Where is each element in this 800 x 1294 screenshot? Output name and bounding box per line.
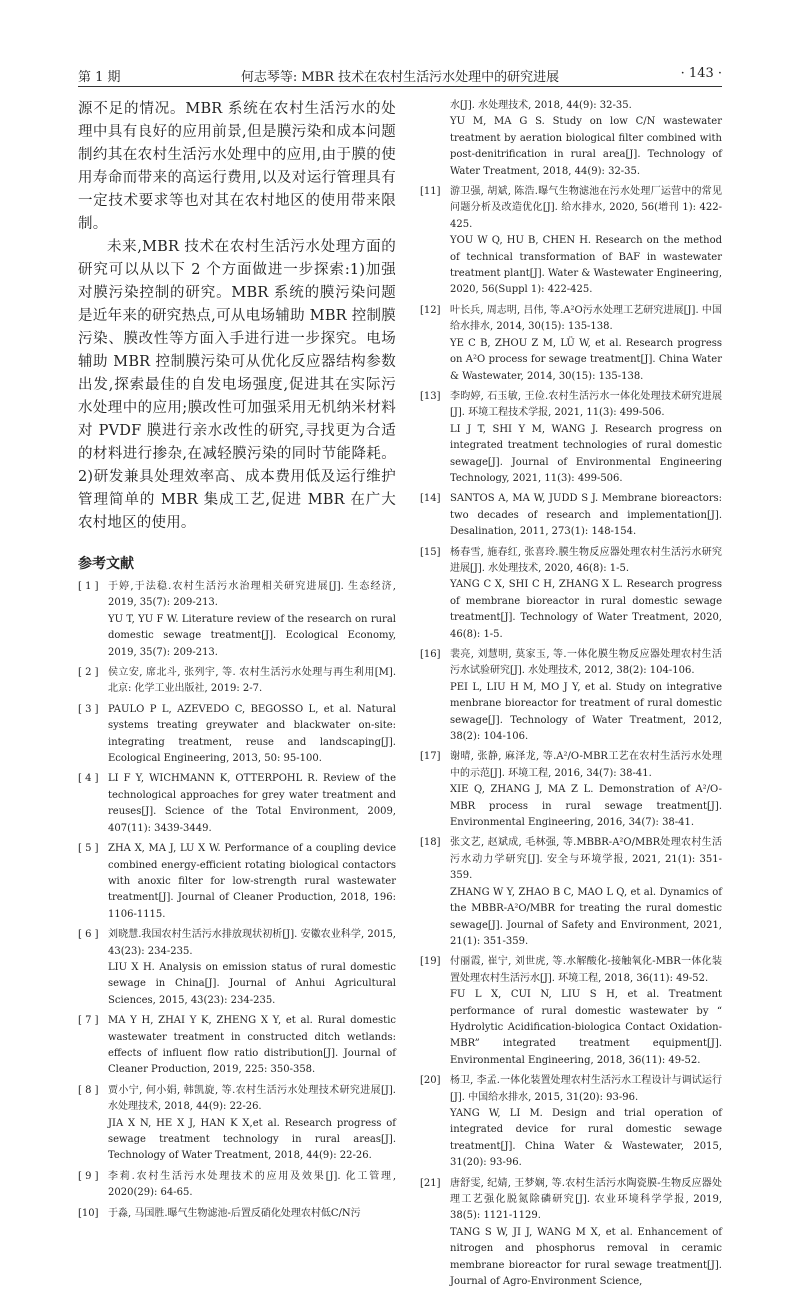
reference-line: 于婷,于法稳.农村生活污水治理相关研究进展[J]. 生态经济, 2019, 35(7): 209-213.: [108, 581, 396, 609]
reference-number: [ 8 ]: [78, 1084, 99, 1096]
reference-text: [108, 927, 396, 1009]
reference-number: [ 1 ]: [78, 581, 99, 592]
reference-text: [450, 98, 722, 180]
reference-number: [ 2 ]: [78, 667, 99, 679]
reference-line: 李莉.农村生活污水处理技术的应用及效果[J]. 化工管理, 2020(29): 64-65.: [108, 1170, 396, 1199]
reference-number: [ 3 ]: [78, 703, 99, 715]
reference-line: FU L X, CUI N, LIU S H, et al. Treatment performance of rural domestic wastewater by “ Hydrolytic Acidification-biologica Contact Oxidation-MBR” integrated treatment equipment[J]. Environmental Engineering, 2018, 36(11): 49-52.: [450, 989, 722, 1066]
reference-entry: [78, 1013, 396, 1079]
reference-line: 于淼, 马国胜.曝气生物滤池-后置反硝化处理农村低C/N污: [108, 1207, 361, 1219]
reference-line: LI J T, SHI Y M, WANG J. Research progress on integrated treatment technologies of rural domestic sewage[J]. Journal of Environmental Engineering Technology, 2021, 11(3): 499-506.: [450, 423, 722, 484]
reference-line: JIA X N, HE X J, HAN K X,et al. Research progress of sewage treatment technology in rural areas[J]. Technology of Water Treatment, 2018, 44(9): 22-26.: [108, 1117, 396, 1162]
reference-text: [108, 702, 396, 768]
reference-number: [20]: [420, 1075, 441, 1087]
reference-number: [ 5 ]: [78, 843, 99, 855]
reference-number: [13]: [420, 390, 441, 402]
reference-line: 裴亮, 刘慧明, 莫家玉, 等.一体化膜生物反应器处理农村生活污水试验研究[J]. 水处理技术, 2012, 38(2): 104-106.: [450, 649, 722, 677]
reference-line: YU T, YU F W. Literature review of the research on rural domestic sewage treatment[J]. Ecological Economy, 2019, 35(7): 209-213.: [108, 613, 396, 658]
reference-number: [420, 98, 450, 180]
reference-line: YE C B, ZHOU Z M, LÜ W, et al. Research progress on A²O process for sewage treatment[J]. China Water & Wastewater, 2014, 30(15): 135-138.: [450, 337, 722, 382]
reference-list-right: [420, 98, 722, 1290]
reference-entry: [420, 1073, 722, 1171]
issue-label: 第 1 期: [78, 70, 121, 85]
reference-line: 刘晓慧.我国农村生活污水排放现状初析[J]. 安徽农业科学, 2015, 43(23): 234-235.: [108, 929, 396, 957]
reference-line: YOU W Q, HU B, CHEN H. Research on the method of technical transformation of BAF in wastewater treatment plant[J]. Water & Wastewater Engineering, 2020, 56(Suppl 1): 422-425.: [450, 235, 722, 296]
reference-line: 叶长兵, 周志明, 吕伟, 等.A²O污水处理工艺研究进展[J]. 中国给水排水, 2014, 30(15): 135-138.: [450, 304, 722, 333]
reference-line: YANG C X, SHI C H, ZHANG X L. Research progress of membrane bioreactor in rural domestic sewage treatment[J]. Technology of Water Treatment, 2020, 46(8): 1-5.: [450, 579, 722, 640]
running-title: 何志琴等: MBR 技术在农村生活污水处理中的研究进展: [240, 70, 560, 85]
reference-text: [108, 841, 396, 923]
reference-text: [450, 491, 722, 540]
reference-number: [17]: [420, 751, 441, 763]
reference-entry: [78, 702, 396, 768]
running-header: [78, 60, 722, 87]
reference-line: LI F Y, WICHMANN K, OTTERPOHL R. Review of the technological approaches for grey water treatment and reuses[J]. Science of the Total Environment, 2009, 407(11): 3439-3449.: [108, 773, 396, 834]
reference-text: [108, 1206, 396, 1222]
reference-text: [450, 835, 722, 950]
reference-line: 贾小宁, 何小娟, 韩凯旋, 等.农村生活污水处理技术研究进展[J]. 水处理技术, 2018, 44(9): 22-26.: [108, 1084, 396, 1113]
reference-line: ZHA X, MA J, LU X W. Performance of a coupling device combined energy-efficient rotating biological contactors with anoxic filter for low-strength rural wastewater treatment[J]. Journal of Cleaner Production, 2018, 196: 1106-1115.: [108, 843, 396, 920]
references-heading: 参考文献: [78, 556, 134, 572]
reference-number: [ 9 ]: [78, 1170, 99, 1182]
reference-line: 付丽霞, 崔宁, 刘世虎, 等.水解酸化-接触氧化-MBR一体化装置处理农村生活污水[J]. 环境工程, 2018, 36(11): 49-52.: [450, 956, 722, 984]
reference-number: [ 4 ]: [78, 773, 99, 785]
right-column: [420, 98, 722, 1294]
reference-text: [450, 647, 722, 745]
reference-entry: [420, 749, 722, 831]
reference-line: 游卫强, 胡斌, 陈浩.曝气生物滤池在污水处理厂运营中的常见问题分析及改造优化[J]. 给水排水, 2020, 56(增刊 1): 422-425.: [450, 186, 722, 230]
reference-line: LIU X H. Analysis on emission status of rural domestic sewage in China[J]. Journal of Anhui Agricultural Sciences, 2015, 43(23): 234-235.: [108, 961, 396, 1006]
reference-number: [10]: [78, 1207, 99, 1219]
reference-number: [14]: [420, 493, 441, 505]
reference-line: 李昀婷, 石玉敏, 王俭.农村生活污水一体化处理技术研究进展[J]. 环境工程技术学报, 2021, 11(3): 499-506.: [450, 390, 722, 419]
reference-entry: [420, 389, 722, 487]
reference-entry: [78, 1206, 396, 1222]
reference-text: [108, 1013, 396, 1079]
reference-line: YANG W, LI M. Design and trial operation of integrated device for rural domestic sewage treatment[J]. China Water & Wastewater, 2015, 31(20): 93-96.: [450, 1107, 722, 1169]
reference-entry: [78, 927, 396, 1009]
reference-text: [450, 545, 722, 643]
reference-text: [108, 665, 396, 698]
reference-entry: [78, 665, 396, 698]
reference-text: [450, 184, 722, 299]
reference-text: [450, 1176, 722, 1291]
reference-number: [15]: [420, 546, 441, 558]
reference-number: [12]: [420, 304, 441, 316]
reference-text: [450, 389, 722, 487]
reference-line: TANG S W, JI J, WANG M X, et al. Enhancement of nitrogen and phosphorus removal in ceramic membrane bioreactor for rural sewage treatment[J]. Journal of Agro-Environment Science,: [450, 1226, 722, 1288]
reference-number: [21]: [420, 1177, 441, 1189]
reference-entry: [420, 545, 722, 643]
reference-text: [450, 954, 722, 1069]
reference-text: [450, 749, 722, 831]
reference-entry: [78, 771, 396, 837]
reference-number: [ 7 ]: [78, 1015, 99, 1027]
reference-entry: [420, 647, 722, 745]
reference-line: YU M, MA G S. Study on low C/N wastewater treatment by aeration biological filter combined with post-denitrification in rural area[J]. Technology of Water Treatment, 2018, 44(9): 32-35.: [450, 116, 722, 177]
reference-entry: [420, 954, 722, 1069]
reference-entry: [78, 579, 396, 661]
body-paragraph: 未来,MBR 技术在农村生活污水处理方面的研究可以从以下 2 个方面做进一步探索:1)加强对膜污染控制的研究。MBR 系统的膜污染问题是近年来的研究热点,可从电场辅助 MBR 控制膜污染、膜改性等方面入手进行进一步探究。电场辅助 MBR 控制膜污染可从优化反应器结构参数出发,探索最佳的自发电场强度,促进其在实际污水处理中的应用;膜改性可加强采用无机纳米材料对 PVDF 膜进行亲水改性的研究,寻找更为合适的材料进行掺杂,在减轻膜污染的同时节能降耗。2)研发兼具处理效率高、成本费用低及运行维护管理简单的 MBR 集成工艺,促进 MBR 在广大农村地区的使用。: [78, 239, 396, 531]
reference-entry: [420, 835, 722, 950]
reference-number: [ 6 ]: [78, 929, 99, 941]
reference-line: 张文艺, 赵斌成, 毛林强, 等.MBBR-A²O/MBR处理农村生活污水动力学研究[J]. 安全与环境学报, 2021, 21(1): 351-359.: [450, 837, 722, 882]
reference-line: 杨卫, 李孟.一体化装置处理农村生活污水工程设计与调试运行[J]. 中国给水排水, 2015, 31(20): 93-96.: [450, 1075, 722, 1103]
reference-number: [11]: [420, 186, 441, 198]
reference-text: [450, 1073, 722, 1171]
reference-entry: [420, 184, 722, 299]
reference-entry: [78, 841, 396, 923]
reference-line: SANTOS A, MA W, JUDD S J. Membrane bioreactors: two decades of research and implementation[J]. Desalination, 2011, 273(1): 148-154.: [450, 493, 722, 538]
reference-line: XIE Q, ZHANG J, MA Z L. Demonstration of A²/O-MBR process in rural sewage treatment[J]. Environmental Engineering, 2016, 34(7): 38-41.: [450, 784, 722, 829]
reference-line: 水[J]. 水处理技术, 2018, 44(9): 32-35.: [450, 100, 632, 111]
reference-entry: [420, 1176, 722, 1291]
reference-entry: [78, 1083, 396, 1165]
reference-list-left: [78, 579, 396, 1222]
reference-entry: [420, 98, 722, 180]
reference-entry: [78, 1169, 396, 1202]
body-paragraph: 源不足的情况。MBR 系统在农村生活污水的处理中具有良好的应用前景,但是膜污染和成本问题制约其在农村生活污水处理中的应用,由于膜的使用寿命而带来的高运行费用,以及对运行管理具有一定技术要求等也对其在农村地区的使用带来限制。: [78, 101, 396, 232]
reference-line: 唐舒雯, 纪婧, 王梦娴, 等.农村生活污水陶瓷膜-生物反应器处理工艺强化脱氮除磷研究[J]. 农业环境科学学报, 2019, 38(5): 1121-1129.: [450, 1177, 722, 1222]
reference-line: 杨春雪, 施春红, 张喜玲.膜生物反应器处理农村生活污水研究进展[J]. 水处理技术, 2020, 46(8): 1-5.: [450, 546, 722, 574]
reference-line: PAULO P L, AZEVEDO C, BEGOSSO L, et al. Natural systems treating greywater and blackwater on-site: integrating treatment, reuse and landscaping[J]. Ecological Engineering, 2013, 50: 95-100.: [108, 703, 396, 765]
reference-number: [16]: [420, 649, 441, 660]
reference-number: [18]: [420, 837, 441, 849]
reference-line: MA Y H, ZHAI Y K, ZHENG X Y, et al. Rural domestic wastewater treatment in constructed ditch wetlands: effects of influent flow ratio distribution[J]. Journal of Cleaner Production, 2019, 225: 350-358.: [108, 1015, 396, 1076]
reference-text: [108, 579, 396, 661]
reference-line: ZHANG W Y, ZHAO B C, MAO L Q, et al. Dynamics of the MBBR-A²O/MBR for treating the rural domestic sewage[J]. Journal of Safety and Environment, 2021, 21(1): 351-359.: [450, 886, 722, 947]
reference-number: [19]: [420, 956, 441, 968]
reference-text: [108, 771, 396, 837]
left-column: [78, 98, 396, 1226]
reference-line: 谢晴, 张静, 麻泽龙, 等.A²/O-MBR工艺在农村生活污水处理中的示范[J]. 环境工程, 2016, 34(7): 38-41.: [450, 751, 722, 779]
reference-text: [108, 1083, 396, 1165]
reference-text: [108, 1169, 396, 1202]
reference-line: PEI L, LIU H M, MO J Y, et al. Study on integrative menbrane bioreactor for treatment of rural domestic sewage[J]. Technology of Water Treatment, 2012, 38(2): 104-106.: [450, 681, 722, 743]
reference-entry: [420, 491, 722, 540]
reference-text: [450, 303, 722, 385]
reference-line: 侯立安, 席北斗, 张列宇, 等. 农村生活污水处理与再生利用[M]. 北京: 化学工业出版社, 2019: 2-7.: [108, 667, 396, 695]
page-number: · 143 ·: [680, 66, 722, 81]
reference-entry: [420, 303, 722, 385]
